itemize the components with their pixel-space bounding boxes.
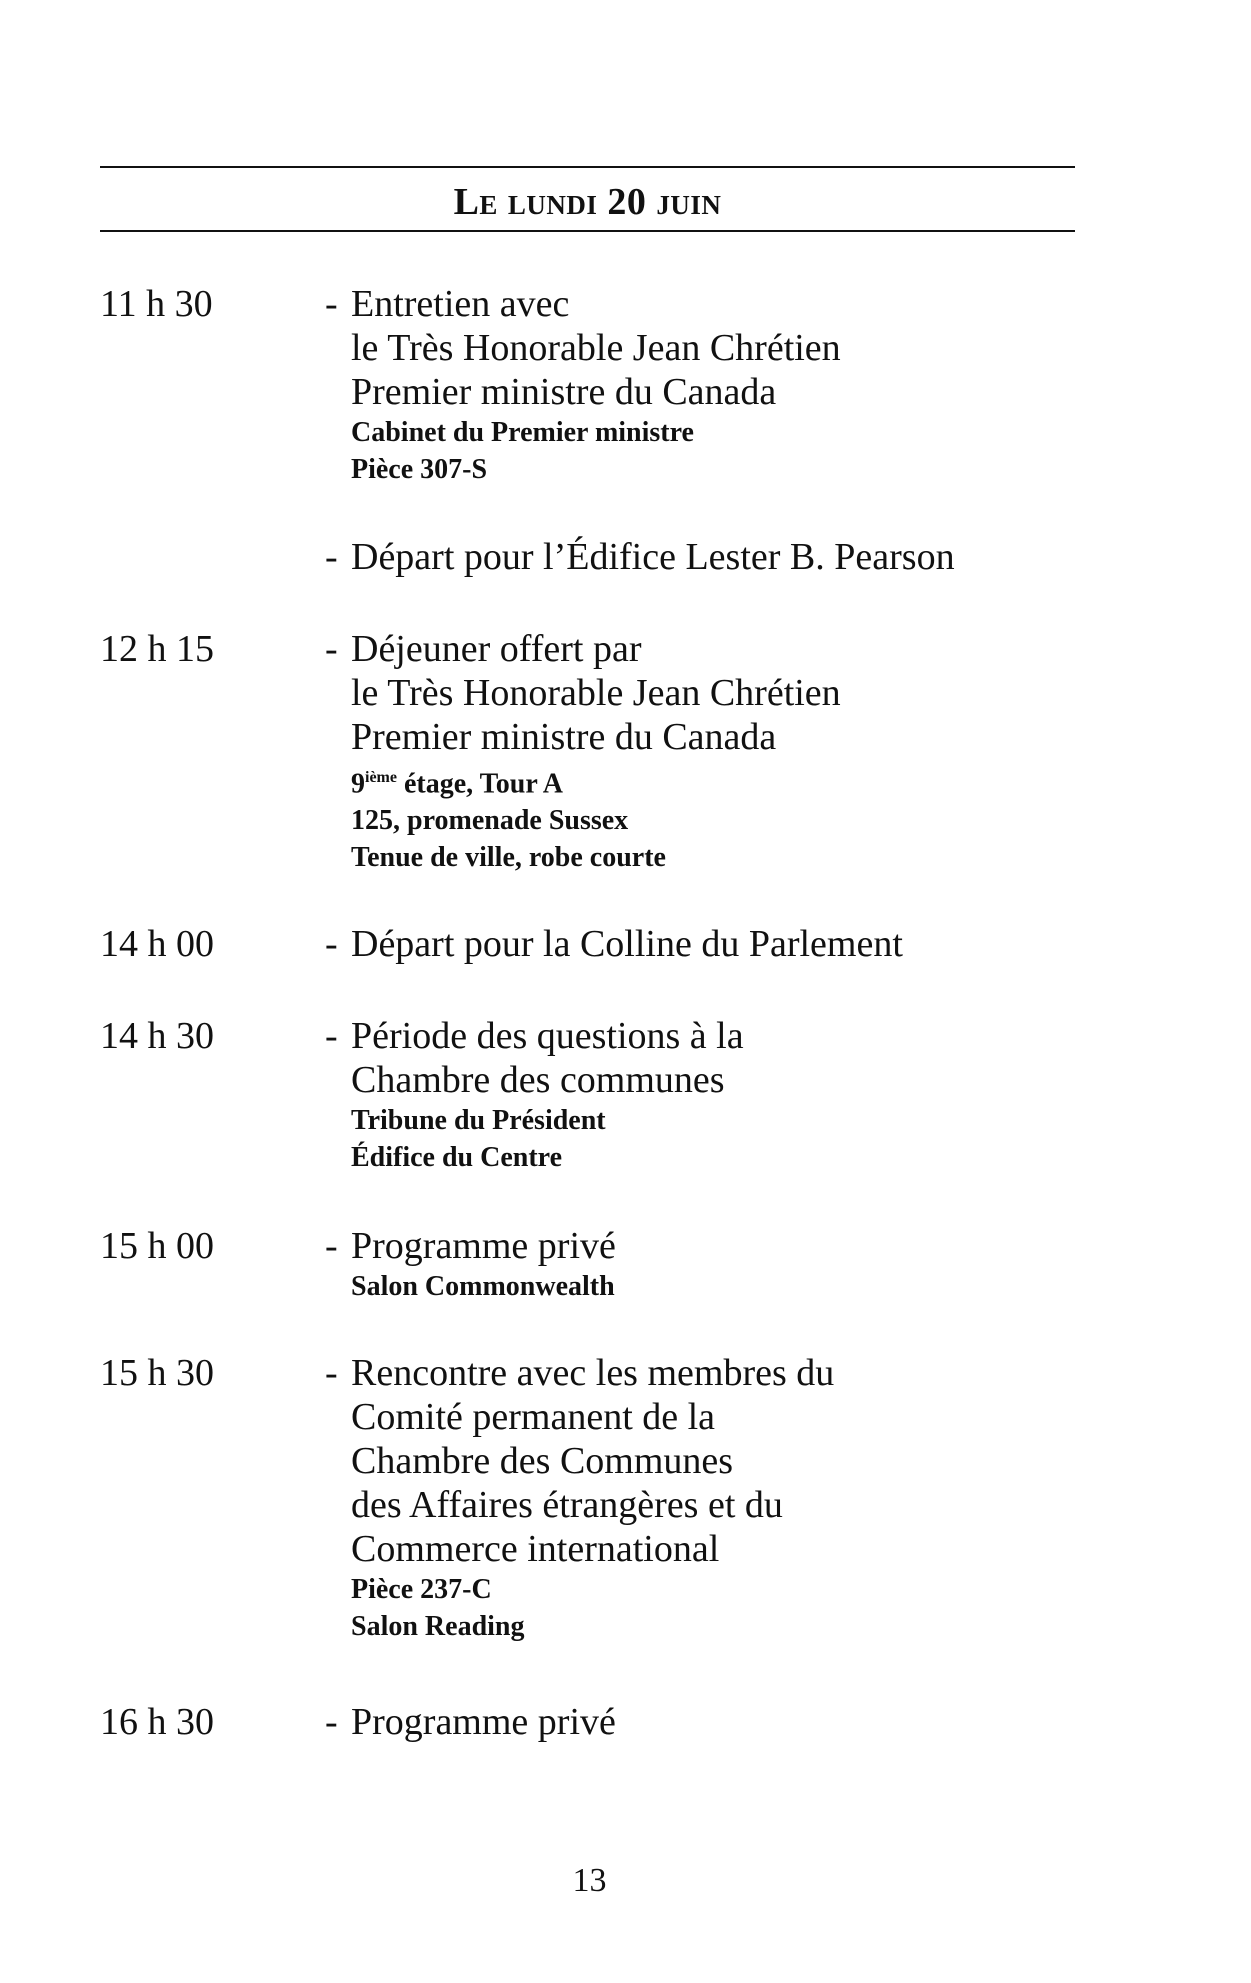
entry-line: le Très Honorable Jean Chrétien <box>351 672 841 714</box>
bullet-dash: - <box>325 1352 338 1394</box>
bullet-dash: - <box>325 1225 338 1267</box>
entry-line: Commerce international <box>351 1528 720 1570</box>
entry-body <box>325 1014 744 1176</box>
entry-time: 15 h 30 <box>100 1352 214 1394</box>
entry-detail: 125, promenade Sussex <box>351 805 629 837</box>
page-number: 13 <box>572 1862 607 1899</box>
entry-title-text: Départ pour la Colline du Parlement <box>351 923 903 965</box>
entry-line: le Très Honorable Jean Chrétien <box>351 327 841 369</box>
entry-body <box>325 627 841 876</box>
header-rule-bottom <box>100 230 1075 232</box>
bullet-dash: - <box>325 1701 338 1743</box>
entry-line: Chambre des communes <box>351 1059 725 1101</box>
bullet-dash: - <box>325 923 338 965</box>
entry-body <box>325 1351 834 1645</box>
entry-title-text: Programme privé <box>351 1701 616 1743</box>
entry-line: Chambre des Communes <box>351 1440 734 1482</box>
entry-line: des Affaires étrangères et du <box>351 1484 783 1526</box>
bullet-dash: - <box>325 283 338 325</box>
entry-time: 16 h 30 <box>100 1701 214 1743</box>
entry-detail: Édifice du Centre <box>351 1142 563 1173</box>
bullet-dash: - <box>325 536 338 578</box>
entry-time: 12 h 15 <box>100 628 214 670</box>
entry-title-text: Période des questions à la <box>351 1015 744 1057</box>
entry-line: Premier ministre du Canada <box>351 371 777 413</box>
entry-detail: Pièce 237-C <box>351 1574 492 1605</box>
entry-body <box>325 1224 616 1305</box>
entry-body <box>325 535 955 579</box>
entry-time: 15 h 00 <box>100 1225 214 1267</box>
entry-detail: Pièce 307-S <box>351 454 488 485</box>
bullet-dash: - <box>325 628 338 670</box>
entry-title <box>325 1351 834 1395</box>
entry-title-text: Rencontre avec les membres du <box>351 1352 835 1394</box>
entry-time: 11 h 30 <box>100 283 213 325</box>
entry-title <box>325 627 841 671</box>
entry-title-text: Départ pour l’Édifice Lester B. Pearson <box>351 536 955 578</box>
entry-detail: Cabinet du Premier ministre <box>351 417 694 448</box>
entry-time: 14 h 30 <box>100 1015 214 1057</box>
floor-suffix: ième <box>365 769 397 786</box>
entry-title <box>325 1224 616 1268</box>
entry-title-text: Déjeuner offert par <box>351 628 642 670</box>
floor-rest: étage, Tour A <box>396 768 563 800</box>
entry-line: Comité permanent de la <box>351 1396 716 1438</box>
entry-line: Premier ministre du Canada <box>351 716 777 758</box>
entry-title-text: Programme privé <box>351 1225 616 1267</box>
entry-title <box>325 535 955 579</box>
entry-body <box>325 1700 616 1744</box>
floor-number: 9 <box>351 768 365 800</box>
entry-title <box>325 922 903 966</box>
entry-title <box>325 282 841 326</box>
header-rule-top <box>100 166 1075 168</box>
entry-time: 14 h 00 <box>100 923 214 965</box>
entry-title <box>325 1700 616 1744</box>
page-title: Le lundi 20 juin <box>453 181 722 223</box>
entry-body <box>325 282 841 488</box>
entry-body <box>325 922 903 966</box>
entry-title <box>325 1014 744 1058</box>
entry-title-text: Entretien avec <box>351 283 570 325</box>
entry-detail: Salon Reading <box>351 1611 525 1642</box>
bullet-dash: - <box>325 1015 338 1057</box>
entry-detail: Salon Commonwealth <box>351 1271 615 1302</box>
entry-detail: Tenue de ville, robe courte <box>351 842 666 874</box>
entry-detail: Tribune du Président <box>351 1105 606 1136</box>
entry-detail <box>325 759 841 802</box>
